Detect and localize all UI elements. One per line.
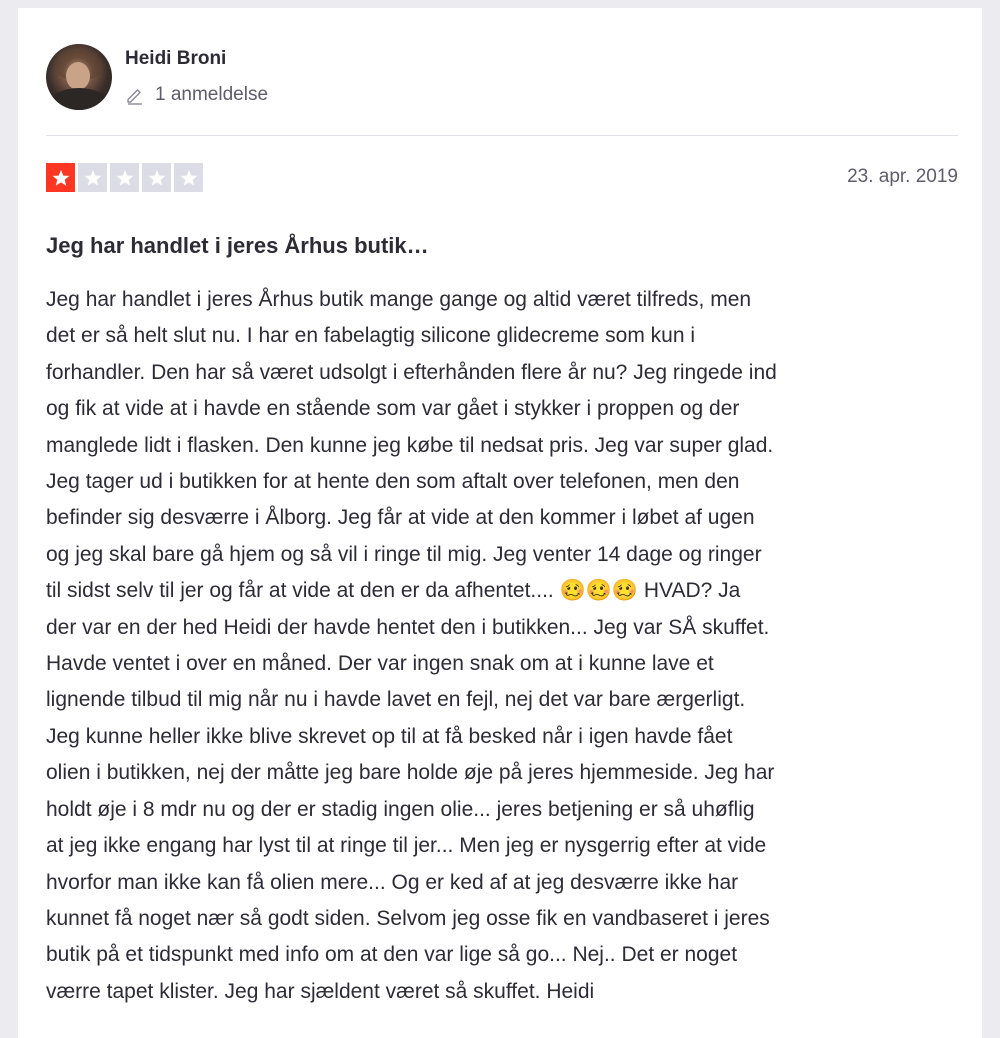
avatar-body (50, 88, 108, 110)
avatar-face (66, 62, 90, 90)
review-body: Jeg har handlet i jeres Århus butik mange gange og altid været tilfreds, men det er så helt slut nu. I har en fabelagtig silicone glidecreme som kun i forhandler. Den har så været udsolgt i efterhånden flere år nu? Jeg ringede ind og fik at vide at i havde en stående som var gået i stykker i proppen og der manglede lidt i flasken. Den kunne jeg købe til nedsat pris. Jeg var super glad. Jeg tager ud i butikken for at hente den som aftalt over telefonen, men den befinder sig desværre i Ålborg. Jeg får at vide at den kommer i løbet af ugen og jeg skal bare gå hjem og så vil i ringe til mig. Jeg venter 14 dage og ringer til sidst selv til jer og får at vide at den er da afhentet.... 🥴🥴🥴 HVAD? Ja der var en der hed Heidi der havde hentet den i butikken... Jeg var SÅ skuffet. Havde ventet i over en måned. Der var ingen snak om at i kunne lave et lignende tilbud til mig når nu i havde lavet en fejl, nej det var bare ærgerligt. Jeg kunne heller ikke blive skrevet op til at få besked når i igen havde fået olien i butikken, nej der måtte jeg bare holde øje på jeres hjemmeside. Jeg har holdt øje i 8 mdr nu og der er stadig ingen olie... jeres betjening er så uhøflig at jeg ikke engang har lyst til at ringe til jer... Men jeg er nysgerrig efter at vide hvorfor man ikke kan få olien mere... Og er ked af at jeg desværre ikke har kunnet få noget nær så godt siden. Selvom jeg osse fik en vandbaseret i jeres butik på et tidspunkt med info om at den var lige så go... Nej.. Det er noget værre tapet klister. Jeg har sjældent været så skuffet. Heidi (46, 288, 777, 1003)
star-icon (174, 163, 203, 192)
star-icon (78, 163, 107, 192)
pencil-icon (125, 85, 145, 105)
review-count (125, 84, 268, 106)
star-icon (46, 163, 75, 192)
reviewer-name[interactable]: Heidi Broni (125, 48, 227, 69)
review-title[interactable]: Jeg har handlet i jeres Århus butik… (46, 233, 429, 258)
avatar[interactable] (46, 44, 112, 110)
star-icon (110, 163, 139, 192)
review-card (18, 8, 982, 1038)
divider (46, 135, 958, 136)
star-icon (142, 163, 171, 192)
review-count-label: 1 anmeldelse (155, 84, 269, 105)
star-rating (46, 163, 203, 192)
review-date: 23. apr. 2019 (847, 166, 958, 187)
